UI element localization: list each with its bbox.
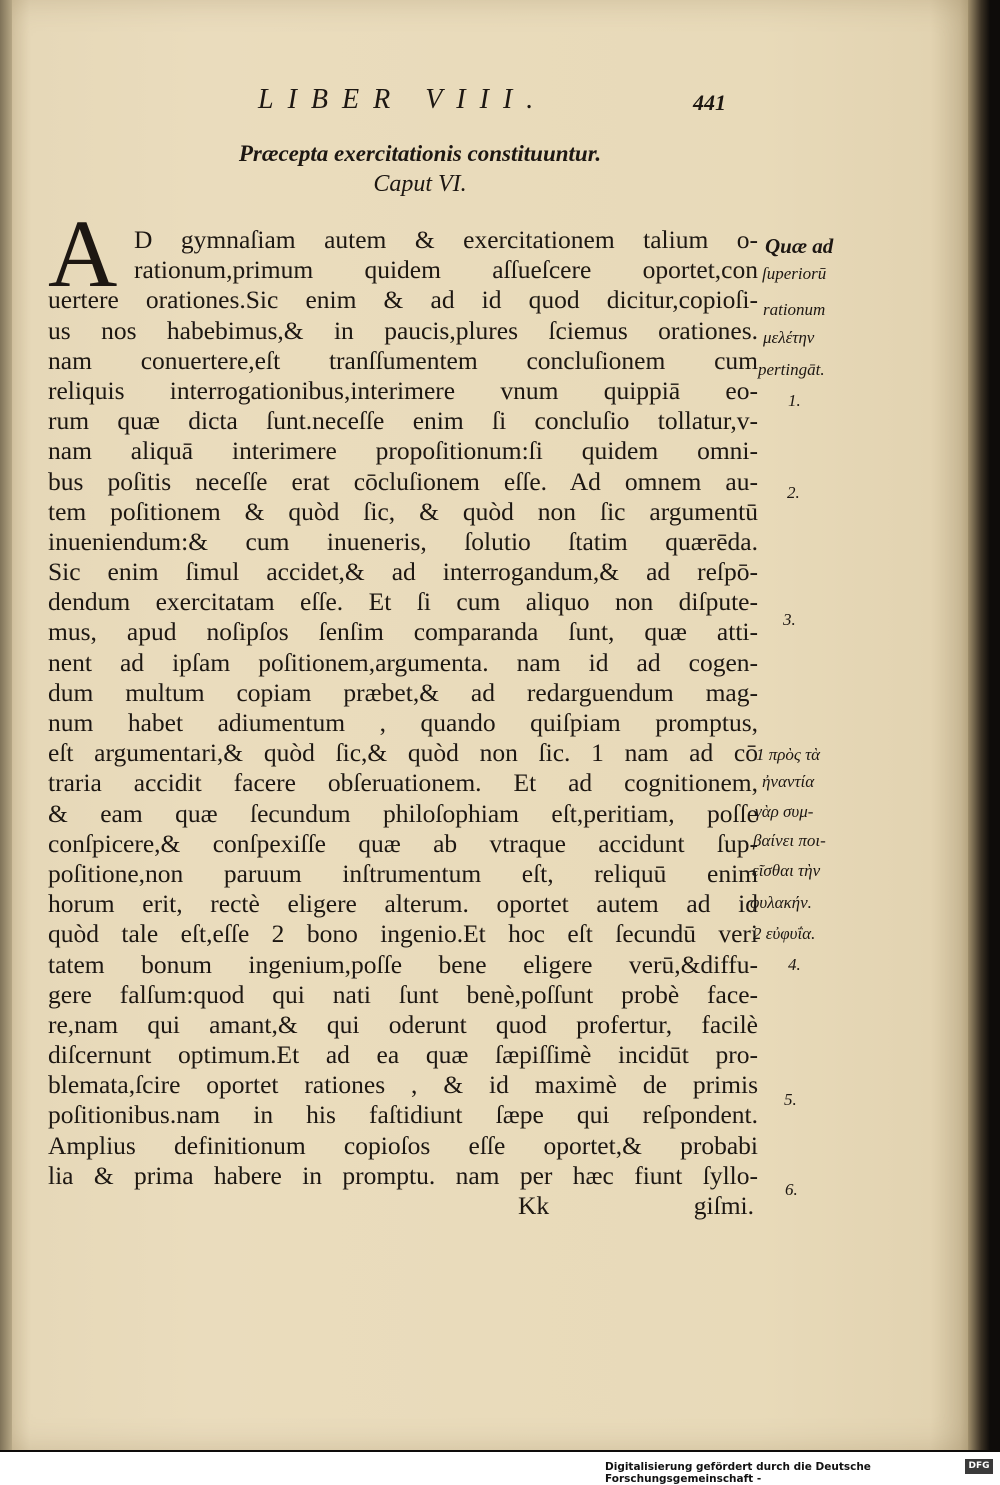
text-line: nam aliquā interimere propoſitionum:ſi quidem omni-	[48, 436, 758, 466]
drop-capital: A	[48, 200, 118, 307]
margin-number: 2.	[787, 483, 800, 502]
text-line: nent ad ipſam poſitionem,argumenta. nam id ad cogen-	[48, 647, 758, 677]
margin-number: 1.	[788, 391, 801, 410]
chapter-subtitle: Caput VI.	[373, 171, 467, 197]
text-line: quòd tale eſt,eſſe 2 bono ingenio.Et hoc eſt ſecundū veri	[48, 919, 758, 949]
text-line: nam conuertere,eſt tranſſumentem concluſionem cum	[48, 345, 758, 375]
body-text	[48, 225, 758, 1221]
text-line: traria accidit facere obſeruationem. Et ad cognitionem,	[48, 768, 758, 798]
text-line: tem poſitionem & quòd ſic, & quòd non ſic argumentū	[48, 496, 758, 526]
text-line: uertere orationes.Sic enim & ad id quod dicitur,copioſi-	[48, 285, 758, 315]
dfg-logo: DFG	[965, 1459, 993, 1474]
text-line: D gymnaſiam autem & exercitationem talium o-	[134, 225, 758, 254]
text-line: gere falſum:quod qui nati ſunt benè,poſſunt probè face-	[48, 979, 758, 1009]
text-line: dum multum copiam præbet,& ad redarguendum mag-	[48, 677, 758, 707]
text-line: lia & prima habere in promptu. nam per hæc fiunt ſyllo-	[48, 1160, 758, 1190]
catchword: giſmi.	[693, 1191, 754, 1220]
text-line: poſitionibus.nam in his faſtidiunt ſæpe qui reſpondent.	[48, 1100, 758, 1130]
greek-note-line: βαίνει ποι-	[753, 831, 826, 850]
text-line: bus poſitis neceſſe erat cōcluſionem eſſe. Ad omnem au-	[48, 466, 758, 496]
text-line: rationum,primum quidem aſſueſcere oportet,con	[134, 255, 758, 285]
greek-note-line: 1 πρὸς τὰ	[756, 745, 821, 764]
text-line: inueniendum:& cum inueneris, ſolutio ſtatim quærēda.	[48, 526, 758, 556]
running-head: LIBER VIII.	[258, 84, 548, 115]
text-line: Sic enim ſimul accidet,& ad interrogandum,& ad reſpō-	[48, 557, 758, 587]
margin-note-line: Quæ ad	[765, 234, 834, 258]
margin-number: 5.	[784, 1090, 797, 1109]
text-line: tatem bonum ingenium,poſſe bene eligere verū,&diffu-	[48, 949, 758, 979]
signature-mark: Kk	[518, 1191, 550, 1220]
margin-note-line: ſuperiorū	[762, 264, 827, 283]
text-line: eſt argumentari,& quòd ſic,& quòd non ſic. 1 nam ad cō	[48, 738, 758, 768]
page-left-edge	[0, 0, 12, 1450]
text-line: reliquis interrogationibus,interimere vnum quippiā eo-	[48, 375, 758, 405]
text-line: re,nam qui amant,& qui oderunt quod profertur, facilè	[48, 1009, 758, 1039]
greek-note-line: 2 εὐφυΐα.	[753, 924, 816, 943]
greek-note-line: εῖσθαι τὴν	[752, 861, 821, 880]
text-line: dendum exercitatam eſſe. Et ſi cum aliquo non diſpute-	[48, 587, 758, 617]
margin-note-line: rationum	[763, 300, 826, 319]
chapter-title: Præcepta exercitationis constituuntur.	[238, 141, 602, 166]
text-line: conſpicere,& conſpexiſſe quæ ab vtraque accidunt ſup-	[48, 828, 758, 858]
text-line: num habet adiumentum , quando quiſpiam promptus,	[48, 708, 758, 737]
margin-number: 6.	[785, 1180, 798, 1199]
margin-note-line: μελέτην	[763, 328, 815, 347]
text-line: blemata,ſcire oportet rationes , & id maximè de primis	[48, 1070, 758, 1100]
text-line: diſcernunt optimum.Et ad ea quæ ſæpiſſimè incidūt pro-	[48, 1040, 758, 1070]
margin-number: 3.	[783, 610, 796, 629]
text-line: mus, apud noſipſos ſenſim comparanda ſunt, quæ atti-	[48, 617, 758, 647]
digitization-credit: Digitalisierung gefördert durch die Deutsche Forschungsgemeinschaft -	[605, 1461, 871, 1485]
page-right-edge	[968, 0, 990, 1450]
greek-note-line: γὰρ συμ-	[755, 802, 814, 821]
text-line: rum quæ dicta ſunt.neceſſe enim ſi concluſio tollatur,v-	[48, 406, 758, 436]
margin-number: 4.	[788, 955, 801, 974]
greek-note-line: φυλακήν.	[750, 893, 812, 912]
page-number: 441	[693, 90, 726, 115]
text-line: Amplius definitionum copioſos eſſe oportet,& probabi	[48, 1130, 758, 1160]
greek-note-line: ἠναντία	[762, 772, 815, 791]
text-line: us nos habebimus,& in paucis,plures ſciemus orationes.	[48, 315, 758, 345]
text-line: horum erit, rectè eligere alterum. oportet autem ad id	[48, 889, 758, 919]
text-line: & eam quæ ſecundum philoſophiam eſt,peritiam, poſſe	[48, 798, 758, 828]
signature-line	[48, 1191, 758, 1221]
margin-note-line: pertingāt.	[758, 360, 825, 379]
text-line: poſitione,non paruum inſtrumentum eſt, reliquū enim	[48, 858, 758, 888]
